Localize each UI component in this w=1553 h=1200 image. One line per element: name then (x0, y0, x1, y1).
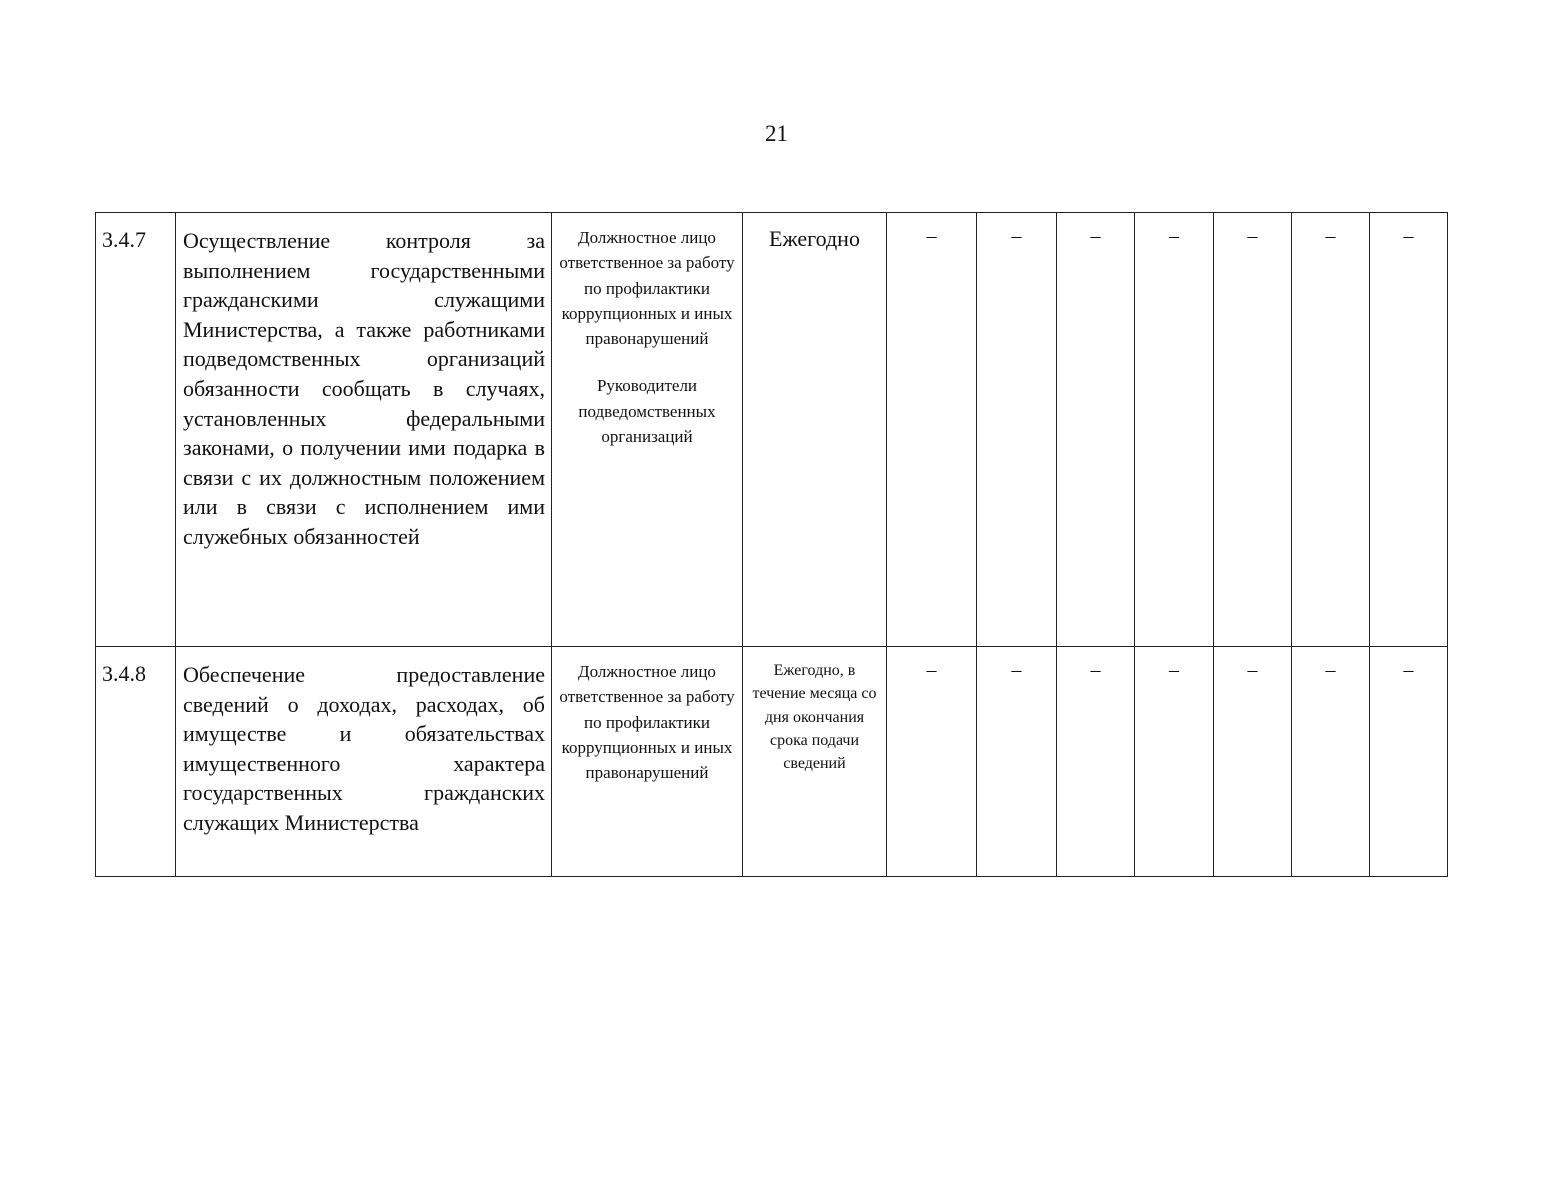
responsible-person: Должностное лицо ответственное за работу по профилактики коррупционных и иных правонарушений (559, 662, 735, 783)
value-cell: – (1135, 647, 1214, 877)
value-cell: – (1370, 213, 1448, 647)
value-cell: – (1292, 213, 1370, 647)
responsible-heads: Руководители подведомственных организаций (578, 376, 716, 447)
value-cell: – (887, 213, 977, 647)
responsible-cell (552, 213, 743, 647)
value-cell: – (1135, 213, 1214, 647)
term-cell: Ежегодно, в течение месяца со дня окончания срока подачи сведений (743, 647, 887, 877)
measures-table (95, 212, 1448, 877)
responsible-person: Должностное лицо ответственное за работу по профилактики коррупционных и иных правонарушений (559, 228, 735, 349)
value-cell: – (1214, 647, 1292, 877)
table-row (96, 213, 1448, 647)
term-cell: Ежегодно (743, 213, 887, 647)
value-cell: – (1057, 213, 1135, 647)
page-number: 21 (765, 121, 788, 146)
value-cell: – (1214, 213, 1292, 647)
measure-description: Обеспечение предоставление сведений о доходах, расходах, об имуществе и обязательствах имущественного характера государственных гражданских служащих Министерства (176, 647, 552, 877)
value-cell: – (1057, 647, 1135, 877)
value-cell: – (1292, 647, 1370, 877)
row-number: 3.4.7 (96, 213, 176, 647)
responsible-cell (552, 647, 743, 877)
value-cell: – (977, 647, 1057, 877)
row-number: 3.4.8 (96, 647, 176, 877)
value-cell: – (887, 647, 977, 877)
table-row (96, 647, 1448, 877)
value-cell: – (1370, 647, 1448, 877)
measure-description: Осуществление контроля за выполнением государственными гражданскими служащими Министерства, а также работниками подведомственных организаций обязанности сообщать в случаях, установленных федеральными законами, о получении ими подарка в связи с их должностным положением или в связи с исполнением ими служебных обязанностей (176, 213, 552, 647)
value-cell: – (977, 213, 1057, 647)
